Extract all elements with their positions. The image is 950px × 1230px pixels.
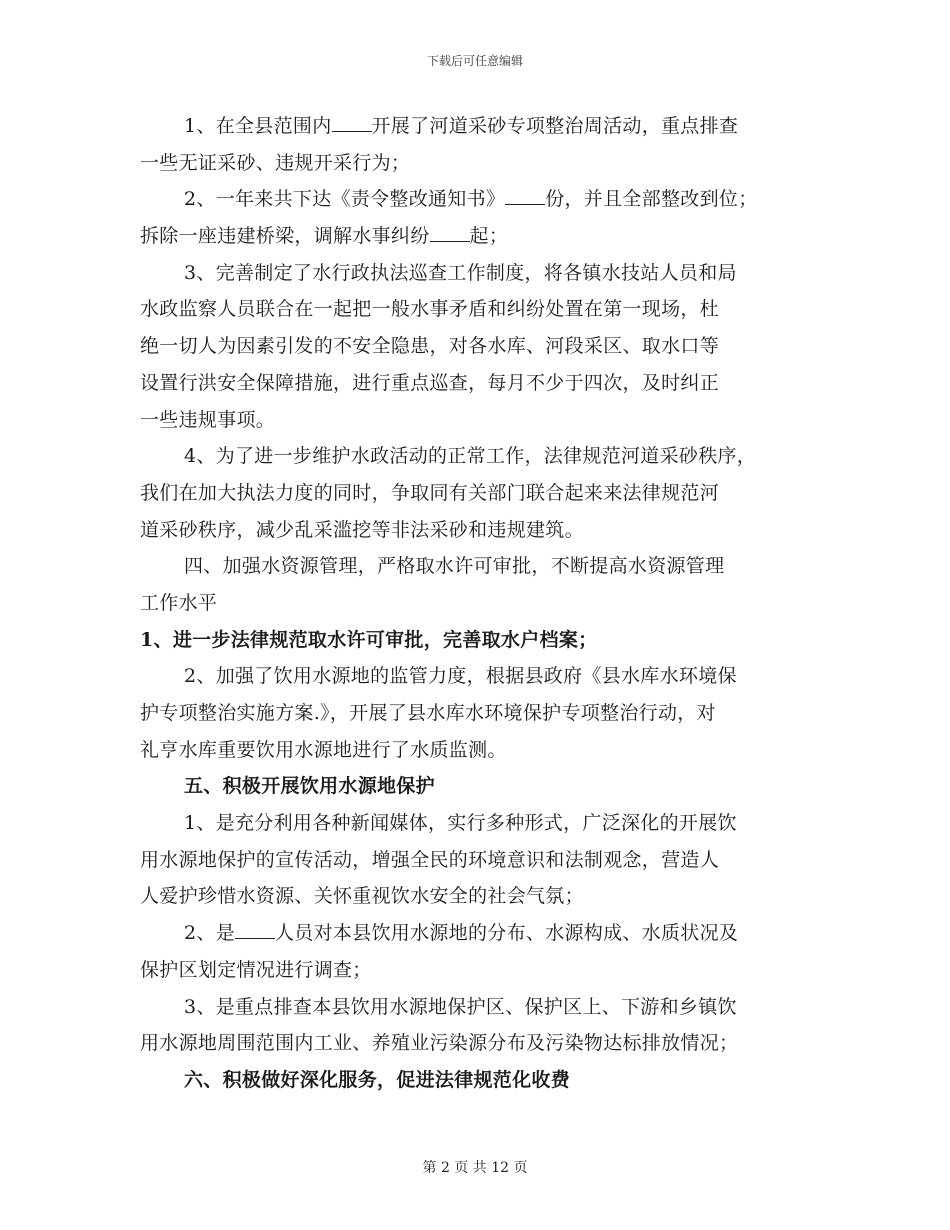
text-line: 拆除一座违建桥梁，调解水事纠纷 起；	[140, 225, 509, 248]
blank-underline	[430, 225, 470, 242]
text-line: 设置行洪安全保障措施，进行重点巡查，每月不少于四次，及时纠正	[140, 371, 720, 394]
text-line: 道采砂秩序，减少乱采滥挖等非法采砂和违规建筑。	[140, 518, 584, 541]
blank-underline	[332, 115, 372, 132]
text-line: 绝一切人为因素引发的不安全隐患，对各水库、河段采区、取水口等	[140, 335, 720, 358]
text-line: 一些违规事项。	[140, 408, 276, 431]
text-line: 2、是 人员对本县饮用水源地的分布、水源构成、水质状况及	[184, 922, 739, 945]
text-line: 3、是重点排查本县饮用水源地保护区、保护区上、下游和乡镇饮	[184, 995, 737, 1018]
bold-text-line: 1、进一步法律规范取水许可审批，完善取水户档案；	[140, 628, 598, 651]
page-footer: 第 2 页 共 12 页	[422, 1160, 528, 1176]
section-heading: 工作水平	[140, 591, 218, 614]
text-line: 水政监察人员联合在一起把一般水事矛盾和纠纷处置在第一现场，杜	[140, 298, 720, 321]
text-line: 1、在全县范围内 开展了河道采砂专项整治周活动，重点排查	[184, 115, 739, 137]
page-header: 下载后可任意编辑	[426, 54, 523, 68]
text-line: 1、是充分利用各种新闻媒体，实行多种形式，广泛深化的开展饮	[184, 812, 737, 835]
text-line: 保护区划定情况进行调查；	[140, 958, 372, 981]
section-heading: 四、加强水资源管理，严格取水许可审批，不断提高水资源管理	[184, 555, 725, 578]
section-heading: 六、积极做好深化服务，促进法律规范化收费	[184, 1068, 571, 1091]
text-line: 我们在加大执法力度的同时，争取同有关部门联合起来来法律规范河	[140, 481, 720, 504]
text-line: 一些无证采砂、违规开采行为；	[140, 151, 411, 174]
text-line: 2、加强了饮用水源地的监管力度，根据县政府《县水库水环境保	[184, 665, 737, 688]
text-line: 护专项整治实施方案.》，开展了县水库水环境保护专项整治行动，对	[140, 702, 716, 724]
section-heading: 五、积极开展饮用水源地保护	[184, 775, 435, 798]
document-body	[140, 108, 820, 1099]
text-line: 2、一年来共下达《责令整改通知书》 份，并且全部整改到位；	[184, 188, 758, 211]
text-line: 用水源地保护的宣传活动，增强全民的环境意识和法制观念，营造人	[140, 848, 720, 871]
blank-underline	[235, 922, 275, 939]
text-line: 4、为了进一步维护水政活动的正常工作，法律规范河道采砂秩序，	[184, 445, 757, 468]
text-line: 人爱护珍惜水资源、关怀重视饮水安全的社会气氛；	[140, 885, 584, 908]
text-line: 3、完善制定了水行政执法巡查工作制度，将各镇水技站人员和局	[184, 261, 737, 284]
blank-underline	[505, 188, 545, 205]
text-line: 用水源地周围范围内工业、养殖业污染源分布及污染物达标排放情况；	[140, 1032, 739, 1055]
text-line: 礼亨水库重要饮用水源地进行了水质监测。	[140, 738, 507, 761]
